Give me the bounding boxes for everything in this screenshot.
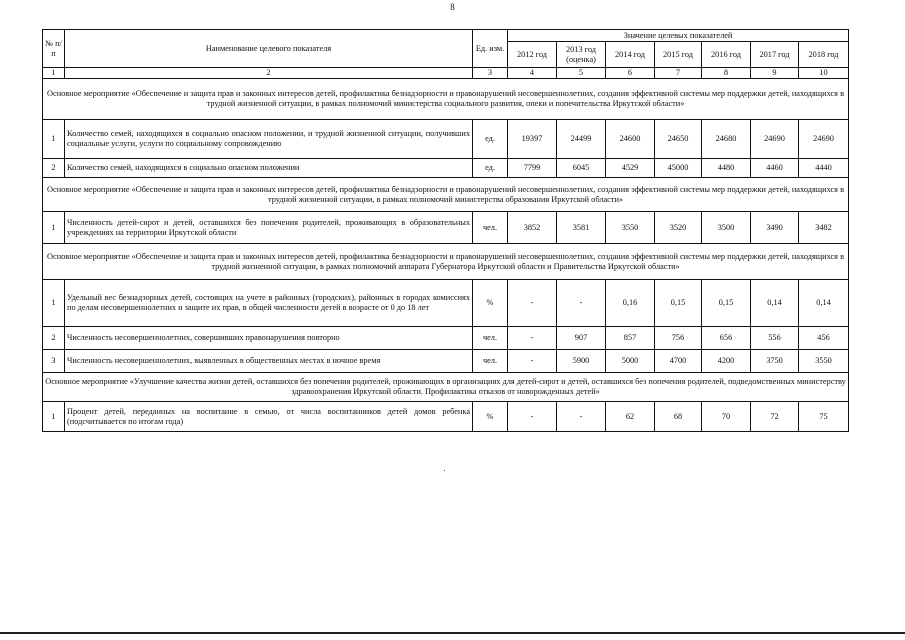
column-numbers-row: [43, 68, 849, 79]
row-num: 2: [43, 327, 65, 350]
row-unit: чел.: [473, 212, 508, 244]
row-value: 24499: [557, 120, 606, 159]
row-value: -: [508, 402, 557, 432]
row-value: 70: [702, 402, 751, 432]
row-value: 19397: [508, 120, 557, 159]
column-number: 2: [65, 68, 473, 79]
row-name: Процент детей, переданных на воспитание в семью, от числа воспитанников детей домов ребенка (подсчитывается по итогам года): [65, 402, 473, 432]
row-value: 72: [751, 402, 799, 432]
row-value: 4529: [606, 159, 655, 178]
row-name: Количество семей, находящихся в социально опасном положении: [65, 159, 473, 178]
row-value: 3852: [508, 212, 557, 244]
row-num: 1: [43, 212, 65, 244]
column-number: 10: [799, 68, 849, 79]
column-number: 4: [508, 68, 557, 79]
row-unit: чел.: [473, 327, 508, 350]
section-title: Основное мероприятие «Улучшение качества жизни детей, оставшихся без попечения родителей, проживающих в организациях для детей-сирот и детей, оставшихся без попечения родителей, подведомственных министерству здравоохранения Иркутской области. Профилактика отказов от новорожденных детей»: [43, 373, 849, 402]
column-number: 9: [751, 68, 799, 79]
header-year: 2017 год: [751, 42, 799, 68]
row-value: 857: [606, 327, 655, 350]
header-name: Наименование целевого показателя: [65, 30, 473, 68]
row-value: 62: [606, 402, 655, 432]
header-year: 2015 год: [655, 42, 702, 68]
row-value: 3500: [702, 212, 751, 244]
row-unit: ед.: [473, 159, 508, 178]
row-value: 24600: [606, 120, 655, 159]
row-value: 3581: [557, 212, 606, 244]
header-year: 2012 год: [508, 42, 557, 68]
row-num: 1: [43, 280, 65, 327]
page-bottom-edge: [0, 632, 905, 634]
row-value: 3550: [606, 212, 655, 244]
row-value: 656: [702, 327, 751, 350]
row-value: 3490: [751, 212, 799, 244]
row-value: 0,16: [606, 280, 655, 327]
row-value: 45000: [655, 159, 702, 178]
row-value: -: [508, 327, 557, 350]
row-unit: ед.: [473, 120, 508, 159]
row-value: 3520: [655, 212, 702, 244]
row-unit: %: [473, 280, 508, 327]
row-name: Численность несовершеннолетних, выявленных в общественных местах в ночное время: [65, 350, 473, 373]
row-value: 4440: [799, 159, 849, 178]
row-value: 4480: [702, 159, 751, 178]
row-value: 4700: [655, 350, 702, 373]
section-title: Основное мероприятие «Обеспечение и защита прав и законных интересов детей, профилактика безнадзорности и правонарушений несовершеннолетних, создания эффективной системы мер поддержки детей, находящихся в трудной жизненной ситуации, в рамках полномочий министерства социального развития, опеки и попечительства Иркутской области»: [43, 79, 849, 120]
table-row: [43, 212, 849, 244]
row-value: 5900: [557, 350, 606, 373]
row-value: 3550: [799, 350, 849, 373]
row-value: 0,14: [799, 280, 849, 327]
row-value: 4200: [702, 350, 751, 373]
header-unit: Ед. изм.: [473, 30, 508, 68]
row-num: 3: [43, 350, 65, 373]
row-value: 5000: [606, 350, 655, 373]
scan-speck: [444, 470, 445, 471]
row-value: 24690: [751, 120, 799, 159]
table-row: [43, 350, 849, 373]
row-num: 1: [43, 402, 65, 432]
row-value: 756: [655, 327, 702, 350]
row-value: 7799: [508, 159, 557, 178]
row-unit: чел.: [473, 350, 508, 373]
column-number: 3: [473, 68, 508, 79]
header-year: 2016 год: [702, 42, 751, 68]
row-unit: %: [473, 402, 508, 432]
row-num: 1: [43, 120, 65, 159]
table-row: [43, 159, 849, 178]
row-value: -: [508, 350, 557, 373]
row-name: Количество семей, находящихся в социально опасном положении, и трудной жизненной ситуации, получивших социальные услуги, услуги по социальному сопровождению: [65, 120, 473, 159]
row-value: 68: [655, 402, 702, 432]
section-title: Основное мероприятие «Обеспечение и защита прав и законных интересов детей, профилактика безнадзорности и правонарушений несовершеннолетних, создания эффективной системы мер поддержки детей, находящихся в трудной жизненной ситуации, в рамках полномочий министерства образования Иркутской области»: [43, 178, 849, 212]
row-name: Численность несовершеннолетних, совершивших правонарушения повторно: [65, 327, 473, 350]
header-num: № п/п: [43, 30, 65, 68]
header-year: 2018 год: [799, 42, 849, 68]
row-value: 24680: [702, 120, 751, 159]
row-value: -: [557, 280, 606, 327]
table-row: [43, 402, 849, 432]
header-values-group: Значение целевых показателей: [508, 30, 849, 42]
row-value: 907: [557, 327, 606, 350]
row-value: -: [508, 280, 557, 327]
row-value: 0,15: [702, 280, 751, 327]
row-name: Удельный вес безнадзорных детей, состоящих на учете в районных (городских), районных в городах комиссиях по делам несовершеннолетних и защите их прав, в общей численности детей в возрасте от 0 до 18 лет: [65, 280, 473, 327]
row-value: 0,15: [655, 280, 702, 327]
row-value: 0,14: [751, 280, 799, 327]
column-number: 5: [557, 68, 606, 79]
column-number: 8: [702, 68, 751, 79]
column-number: 7: [655, 68, 702, 79]
row-value: -: [557, 402, 606, 432]
table-row: [43, 280, 849, 327]
target-indicators-table: [42, 29, 849, 432]
row-value: 24690: [799, 120, 849, 159]
row-name: Численность детей-сирот и детей, оставшихся без попечения родителей, проживающих в образовательных учреждениях на территории Иркутской области: [65, 212, 473, 244]
row-value: 6045: [557, 159, 606, 178]
row-value: 456: [799, 327, 849, 350]
page-number: 8: [450, 2, 455, 12]
row-value: 4460: [751, 159, 799, 178]
header-year: 2014 год: [606, 42, 655, 68]
row-value: 24650: [655, 120, 702, 159]
row-value: 556: [751, 327, 799, 350]
row-value: 75: [799, 402, 849, 432]
section-title: Основное мероприятие «Обеспечение и защита прав и законных интересов детей, профилактика безнадзорности и правонарушений несовершеннолетних, создания эффективной системы мер поддержки детей, находящихся в трудной жизненной ситуации, в рамках полномочий аппарата Губернатора Иркутской области и Правительства Иркутской области»: [43, 244, 849, 280]
table-row: [43, 120, 849, 159]
row-num: 2: [43, 159, 65, 178]
column-number: 1: [43, 68, 65, 79]
row-value: 3750: [751, 350, 799, 373]
row-value: 3482: [799, 212, 849, 244]
column-number: 6: [606, 68, 655, 79]
header-year: 2013 год (оценка): [557, 42, 606, 68]
table-row: [43, 327, 849, 350]
